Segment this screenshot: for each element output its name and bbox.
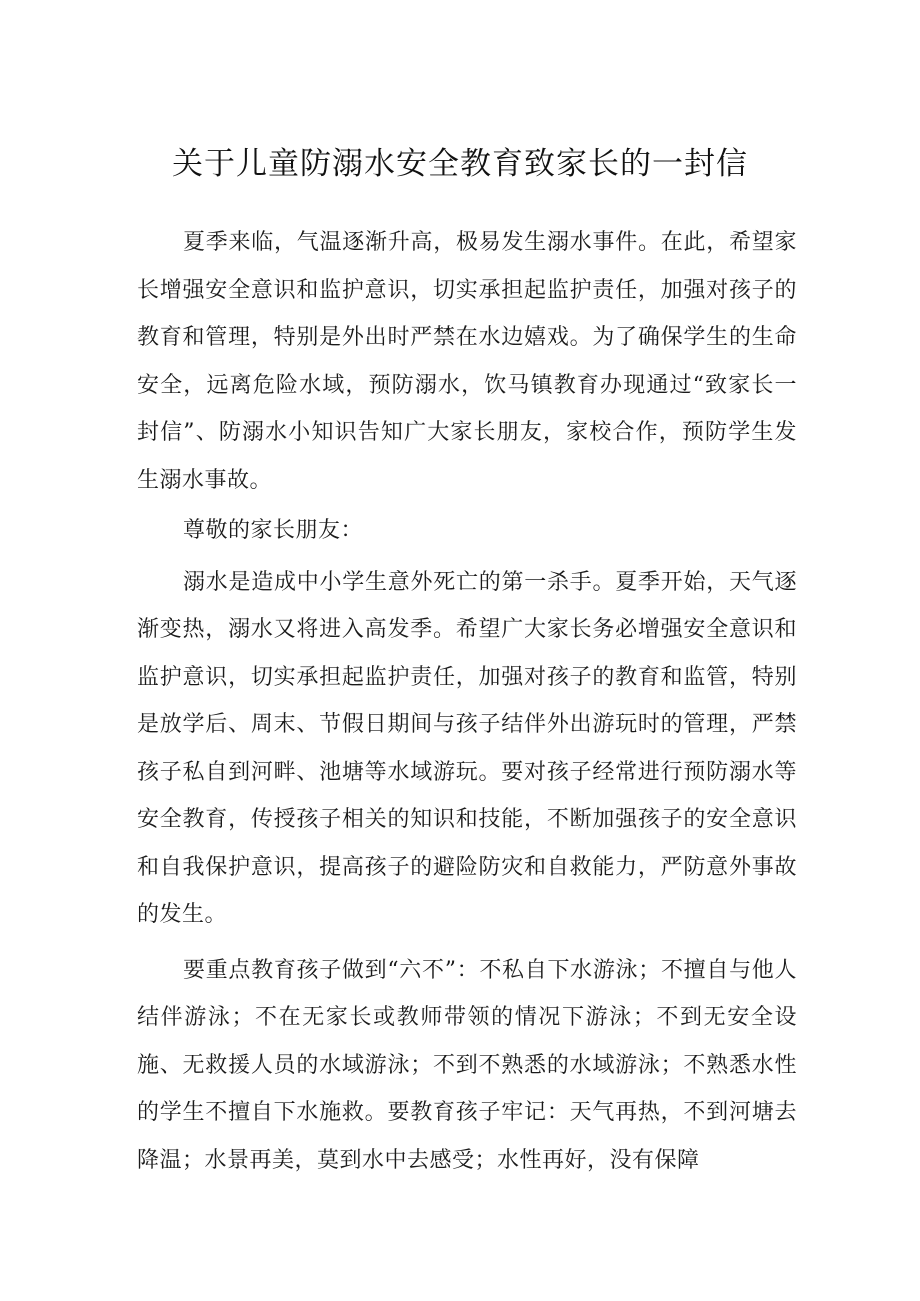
document-title: 关于儿童防溺水安全教育致家长的一封信 bbox=[172, 146, 748, 182]
body-paragraph-drowning-risk: 溺水是造成中小学生意外死亡的第一杀手。夏季开始，天气逐渐变热，溺水又将进入高发季。希望广大家长务必增强安全意识和监护意识，切实承担起监护责任，加强对孩子的教育和监管，特别是放学后、周末、节假日期间与孩子结伴外出游玩时的管理，严禁孩子私自到河畔、池塘等水域游玩。要对孩子经常进行预防溺水等安全教育，传授孩子相关的知识和技能，不断加强孩子的安全意识和自我保护意识，提高孩子的避险防灾和自救能力，严防意外事故的发生。 bbox=[137, 569, 797, 927]
intro-paragraph: 夏季来临，气温逐渐升高，极易发生溺水事件。在此，希望家长增强安全意识和监护意识，切实承担起监护责任，加强对孩子的教育和管理，特别是外出时严禁在水边嬉戏。为了确保学生的生命安全，远离危险水域，预防溺水，饮马镇教育办现通过“致家长一封信”、防溺水小知识告知广大家长朋友，家校合作，预防学生发生溺水事故。 bbox=[137, 230, 797, 493]
salutation: 尊敬的家长朋友： bbox=[183, 518, 364, 543]
body-paragraph-six-rules: 要重点教育孩子做到“六不”：不私自下水游泳；不擅自与他人结伴游泳；不在无家长或教师带领的情况下游泳；不到无安全设施、无救援人员的水域游泳；不到不熟悉的水域游泳；不熟悉水性的学生不擅自下水施救。要教育孩子牢记：天气再热，不到河塘去降温；水景再美，莫到水中去感受；水性再好，没有保障 bbox=[137, 957, 797, 1173]
document-body bbox=[137, 219, 797, 1184]
